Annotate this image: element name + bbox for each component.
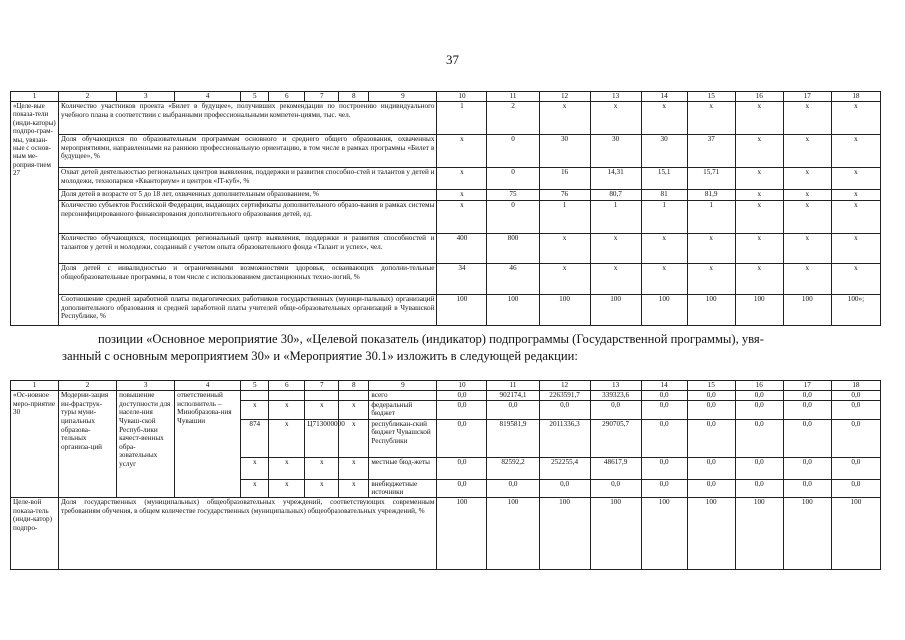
code-cell: x: [241, 479, 269, 497]
paragraph-line: позиции «Основное мероприятие 30», «Целевой показатель (индикатор) подпрограммы (Государственной программы), увя-: [98, 332, 764, 346]
value-cell: x: [783, 168, 831, 190]
col-header: 6: [269, 92, 305, 102]
value-cell: x: [735, 168, 783, 190]
value-cell: 16: [539, 168, 590, 190]
indicator-text: Доля детей в возрасте от 5 до 18 лет, охваченных дополнительным образованием, %: [59, 190, 437, 201]
measure-name: Модерни-зация ин-фраструк-туры муни-ципальных образова-тельных организа-ций: [59, 391, 117, 498]
value-cell: 0,0: [735, 391, 783, 401]
table-row: [11, 391, 881, 401]
col-header: 10: [437, 381, 487, 391]
value-cell: 46: [487, 264, 539, 295]
col-header: 15: [687, 381, 735, 391]
value-cell: x: [735, 201, 783, 234]
value-cell: x: [831, 168, 880, 190]
value-cell: x: [735, 190, 783, 201]
col-header: 14: [641, 92, 687, 102]
table-row: [11, 190, 881, 201]
col-header: 2: [59, 381, 117, 391]
indicator-text: Количество участников проекта «Билет в будущее», получивших рекомендации по построению индивидуального учебного плана в соответствии с выбранными профессиональными компетен-циями, тыс. чел.: [59, 102, 437, 135]
col-header: 8: [339, 381, 369, 391]
value-cell: 0,0: [641, 479, 687, 497]
paragraph-line: занный с основным мероприятием 30» и «Мероприятие 30.1» изложить в следующей редакции:: [62, 349, 578, 363]
value-cell: x: [437, 190, 487, 201]
code-cell: [241, 391, 269, 401]
value-cell: 100: [687, 295, 735, 326]
value-cell: 81,9: [687, 190, 735, 201]
col-header: 11: [487, 92, 539, 102]
funding-source: всего: [369, 391, 437, 401]
code-cell: x: [339, 457, 369, 479]
value-cell: 1: [590, 201, 641, 234]
value-cell: 2263591,7: [539, 391, 590, 401]
value-cell: x: [687, 234, 735, 264]
code-cell: [339, 391, 369, 401]
value-cell: 0,0: [687, 400, 735, 419]
table-row: [11, 295, 881, 326]
value-cell: 15,71: [687, 168, 735, 190]
value-cell: x: [641, 234, 687, 264]
code-cell: [269, 391, 305, 401]
value-cell: 0,0: [437, 419, 487, 457]
value-cell: 100: [590, 295, 641, 326]
col-header: 7: [305, 381, 339, 391]
value-cell: 100: [641, 295, 687, 326]
value-cell: 0,0: [783, 479, 831, 497]
col-header: 3: [117, 92, 175, 102]
value-cell: 0,0: [437, 391, 487, 401]
value-cell: 100: [437, 497, 487, 569]
value-cell: 100: [735, 497, 783, 569]
value-cell: x: [783, 102, 831, 135]
value-cell: 34: [437, 264, 487, 295]
value-cell: 0,0: [735, 479, 783, 497]
value-cell: 0,0: [641, 391, 687, 401]
table-row: [11, 497, 881, 569]
table-row: [11, 201, 881, 234]
value-cell: x: [831, 201, 880, 234]
measure-executor: ответственный исполнитель – Минобразова-ния Чувашии: [175, 391, 241, 498]
col-header: 1: [11, 92, 59, 102]
col-header: 9: [369, 92, 437, 102]
value-cell: x: [831, 264, 880, 295]
funding-source: федеральный бюджет: [369, 400, 437, 419]
value-cell: 75: [487, 190, 539, 201]
page-number: 37: [446, 52, 459, 67]
value-cell: 290705,7: [590, 419, 641, 457]
col-header: 1: [11, 381, 59, 391]
col-header: 18: [831, 381, 880, 391]
indicator-text: Количество субъектов Российской Федерации, выдающих сертификаты дополнительного образо-вания в рамках системы персонифицированного финансирования дополнительного образования детей, ед.: [59, 201, 437, 234]
col-header: 3: [117, 381, 175, 391]
value-cell: x: [641, 102, 687, 135]
value-cell: x: [735, 135, 783, 168]
value-cell: 0,0: [590, 479, 641, 497]
value-cell: 0,0: [687, 419, 735, 457]
indicator-text: Охват детей деятельностью региональных центров выявления, поддержки и развития способно-стей и талантов у детей и молодежи, технопарков «Кванториум» и центров «IT-куб», %: [59, 168, 437, 190]
value-cell: x: [590, 102, 641, 135]
value-cell: 1: [437, 102, 487, 135]
header-row: [11, 381, 881, 391]
value-cell: 0,0: [539, 479, 590, 497]
code-cell: x: [339, 479, 369, 497]
code-cell: x: [305, 400, 339, 419]
indicator-text: Доля обучающихся по образовательным программам основного и среднего общего образования, охваченных мероприятиями, направленными на раннюю профессиональную ориентацию, в том числе в рамках программы «Билет в будущее», %: [59, 135, 437, 168]
col-header: 15: [687, 92, 735, 102]
value-cell: x: [687, 102, 735, 135]
value-cell: 30: [641, 135, 687, 168]
table-row: [11, 135, 881, 168]
code-cell: x: [339, 419, 369, 457]
value-cell: 2011336,3: [539, 419, 590, 457]
value-cell: 100: [783, 295, 831, 326]
funding-source: местные бюд-жеты: [369, 457, 437, 479]
col-header: 5: [241, 381, 269, 391]
value-cell: 100: [487, 295, 539, 326]
measure-goal: повышение доступности для населе-ния Чуваш-ской Респуб-лики качест-венных обра-зовательных услуг: [117, 391, 175, 498]
indicator-group-label: Целе-вой показа-тель (инди-катор) подпро-: [11, 497, 59, 569]
value-cell: 100: [783, 497, 831, 569]
value-cell: x: [590, 234, 641, 264]
value-cell: x: [783, 135, 831, 168]
value-cell: 14,31: [590, 168, 641, 190]
value-cell: 0,0: [831, 391, 880, 401]
table-row: [11, 264, 881, 295]
value-cell: 30: [590, 135, 641, 168]
value-cell: x: [539, 102, 590, 135]
value-cell: 0,0: [641, 400, 687, 419]
col-header: 11: [487, 381, 539, 391]
value-cell: 0,0: [641, 457, 687, 479]
code-cell: x: [305, 479, 339, 497]
value-cell: 0: [487, 135, 539, 168]
code-cell: x: [269, 457, 305, 479]
value-cell: 30: [539, 135, 590, 168]
indicator-text: Количество обучающихся, посещающих региональный центр выявления, поддержки и развития способностей и талантов у детей и молодежи, созданный с учетом опыта образовательного фонда «Талант и успех», чел.: [59, 234, 437, 264]
measure-label: «Ос-новное меро-приятие 30: [11, 391, 59, 498]
value-cell: x: [437, 135, 487, 168]
code-cell: 874: [241, 419, 269, 457]
value-cell: 252255,4: [539, 457, 590, 479]
value-cell: 100: [641, 497, 687, 569]
funding-source: республикан-ский бюджет Чувашской Республики: [369, 419, 437, 457]
value-cell: 81: [641, 190, 687, 201]
value-cell: 100: [831, 497, 880, 569]
indicator-text: Соотношение средней заработной платы педагогических работников государственных (муници-пальных) организаций дополнительного образования и средней заработной платы учителей обще-образовательных организаций в Чувашской Республике, %: [59, 295, 437, 326]
value-cell: 1: [641, 201, 687, 234]
value-cell: x: [735, 102, 783, 135]
value-cell: 76: [539, 190, 590, 201]
value-cell: 0,0: [735, 457, 783, 479]
value-cell: 0,0: [437, 479, 487, 497]
value-cell: x: [539, 264, 590, 295]
value-cell: x: [641, 264, 687, 295]
value-cell: 0,0: [437, 400, 487, 419]
col-header: 5: [241, 92, 269, 102]
value-cell: 48617,9: [590, 457, 641, 479]
value-cell: 0,0: [831, 457, 880, 479]
value-cell: 0,0: [687, 479, 735, 497]
col-header: 17: [783, 381, 831, 391]
col-header: 7: [305, 92, 339, 102]
value-cell: 400: [437, 234, 487, 264]
col-header: 13: [590, 92, 641, 102]
value-cell: x: [437, 201, 487, 234]
value-cell: 800: [487, 234, 539, 264]
value-cell: x: [687, 264, 735, 295]
value-cell: 37: [687, 135, 735, 168]
value-cell: 339323,6: [590, 391, 641, 401]
table-row: [11, 234, 881, 264]
code-cell: x: [269, 419, 305, 457]
value-cell: 0,0: [783, 419, 831, 457]
value-cell: 0,0: [783, 391, 831, 401]
value-cell: 902174,1: [487, 391, 539, 401]
value-cell: 0: [487, 168, 539, 190]
value-cell: 100: [437, 295, 487, 326]
value-cell: 819581,9: [487, 419, 539, 457]
header-row: [11, 92, 881, 102]
value-cell: 0,0: [687, 457, 735, 479]
indicators-table: [10, 91, 881, 326]
value-cell: 100: [539, 497, 590, 569]
value-cell: x: [831, 135, 880, 168]
value-cell: 100: [590, 497, 641, 569]
value-cell: 0,0: [783, 457, 831, 479]
col-header: 16: [735, 92, 783, 102]
code-cell: x: [339, 400, 369, 419]
value-cell: 0,0: [487, 479, 539, 497]
value-cell: x: [831, 190, 880, 201]
value-cell: x: [831, 102, 880, 135]
value-cell: x: [783, 234, 831, 264]
col-header: 16: [735, 381, 783, 391]
value-cell: 1: [539, 201, 590, 234]
value-cell: 0,0: [783, 400, 831, 419]
value-cell: 0,0: [831, 400, 880, 419]
value-cell: 0,0: [831, 419, 880, 457]
value-cell: 15,1: [641, 168, 687, 190]
value-cell: 80,7: [590, 190, 641, 201]
measure-table: [10, 380, 881, 570]
col-header: 12: [539, 381, 590, 391]
value-cell: x: [735, 264, 783, 295]
value-cell: 0,0: [487, 400, 539, 419]
indicator-text: Доля детей с инвалидностью и ограниченными возможностями здоровья, осваивающих дополни-тельные общеобразовательные программы, в том числе с использованием дистанционных техно-логий, %: [59, 264, 437, 295]
value-cell: 0,0: [641, 419, 687, 457]
value-cell: 0,0: [687, 391, 735, 401]
col-header: 8: [339, 92, 369, 102]
code-cell: x: [241, 400, 269, 419]
value-cell: 100: [539, 295, 590, 326]
value-cell: 100: [687, 497, 735, 569]
col-header: 17: [783, 92, 831, 102]
value-cell: x: [590, 264, 641, 295]
code-cell: [305, 391, 339, 401]
value-cell: 1: [687, 201, 735, 234]
value-cell: x: [437, 168, 487, 190]
col-header: 14: [641, 381, 687, 391]
value-cell: 100»;: [831, 295, 880, 326]
value-cell: 82592,2: [487, 457, 539, 479]
value-cell: x: [539, 234, 590, 264]
table-row: [11, 168, 881, 190]
value-cell: x: [735, 234, 783, 264]
value-cell: x: [783, 264, 831, 295]
col-header: 4: [175, 92, 241, 102]
value-cell: 0: [487, 201, 539, 234]
col-header: 12: [539, 92, 590, 102]
code-cell: x: [305, 457, 339, 479]
value-cell: x: [831, 234, 880, 264]
value-cell: 100: [487, 497, 539, 569]
value-cell: 0,0: [831, 479, 880, 497]
indicator-text: Доля государственных (муниципальных) общеобразовательных учреждений, соответствующих современным требованиям обучения, в общем количестве государственных (муниципальных) общеобразовательных учреждений, %: [59, 497, 437, 569]
col-header: 10: [437, 92, 487, 102]
col-header: 13: [590, 381, 641, 391]
funding-source: внебюджетные источники: [369, 479, 437, 497]
table-row: [11, 102, 881, 135]
value-cell: x: [783, 201, 831, 234]
col-header: 9: [369, 381, 437, 391]
value-cell: 0,0: [437, 457, 487, 479]
col-header: 4: [175, 381, 241, 391]
col-header: 2: [59, 92, 117, 102]
value-cell: 0,0: [735, 400, 783, 419]
code-cell: x: [269, 479, 305, 497]
value-cell: 0,0: [590, 400, 641, 419]
code-cell: x: [269, 400, 305, 419]
col-header: 6: [269, 381, 305, 391]
value-cell: x: [783, 190, 831, 201]
value-cell: 100: [735, 295, 783, 326]
code-cell: Ц713000000: [305, 419, 339, 457]
amendment-paragraph: [62, 331, 862, 365]
indicator-group-label: «Целе-вые показа-тели (инди-каторы) подпро-грам-мы, увязан-ные с основ-ным ме-роприя-тием 27: [11, 102, 59, 326]
value-cell: 0,0: [735, 419, 783, 457]
code-cell: x: [241, 457, 269, 479]
col-header: 18: [831, 92, 880, 102]
value-cell: 0,0: [539, 400, 590, 419]
value-cell: 2: [487, 102, 539, 135]
